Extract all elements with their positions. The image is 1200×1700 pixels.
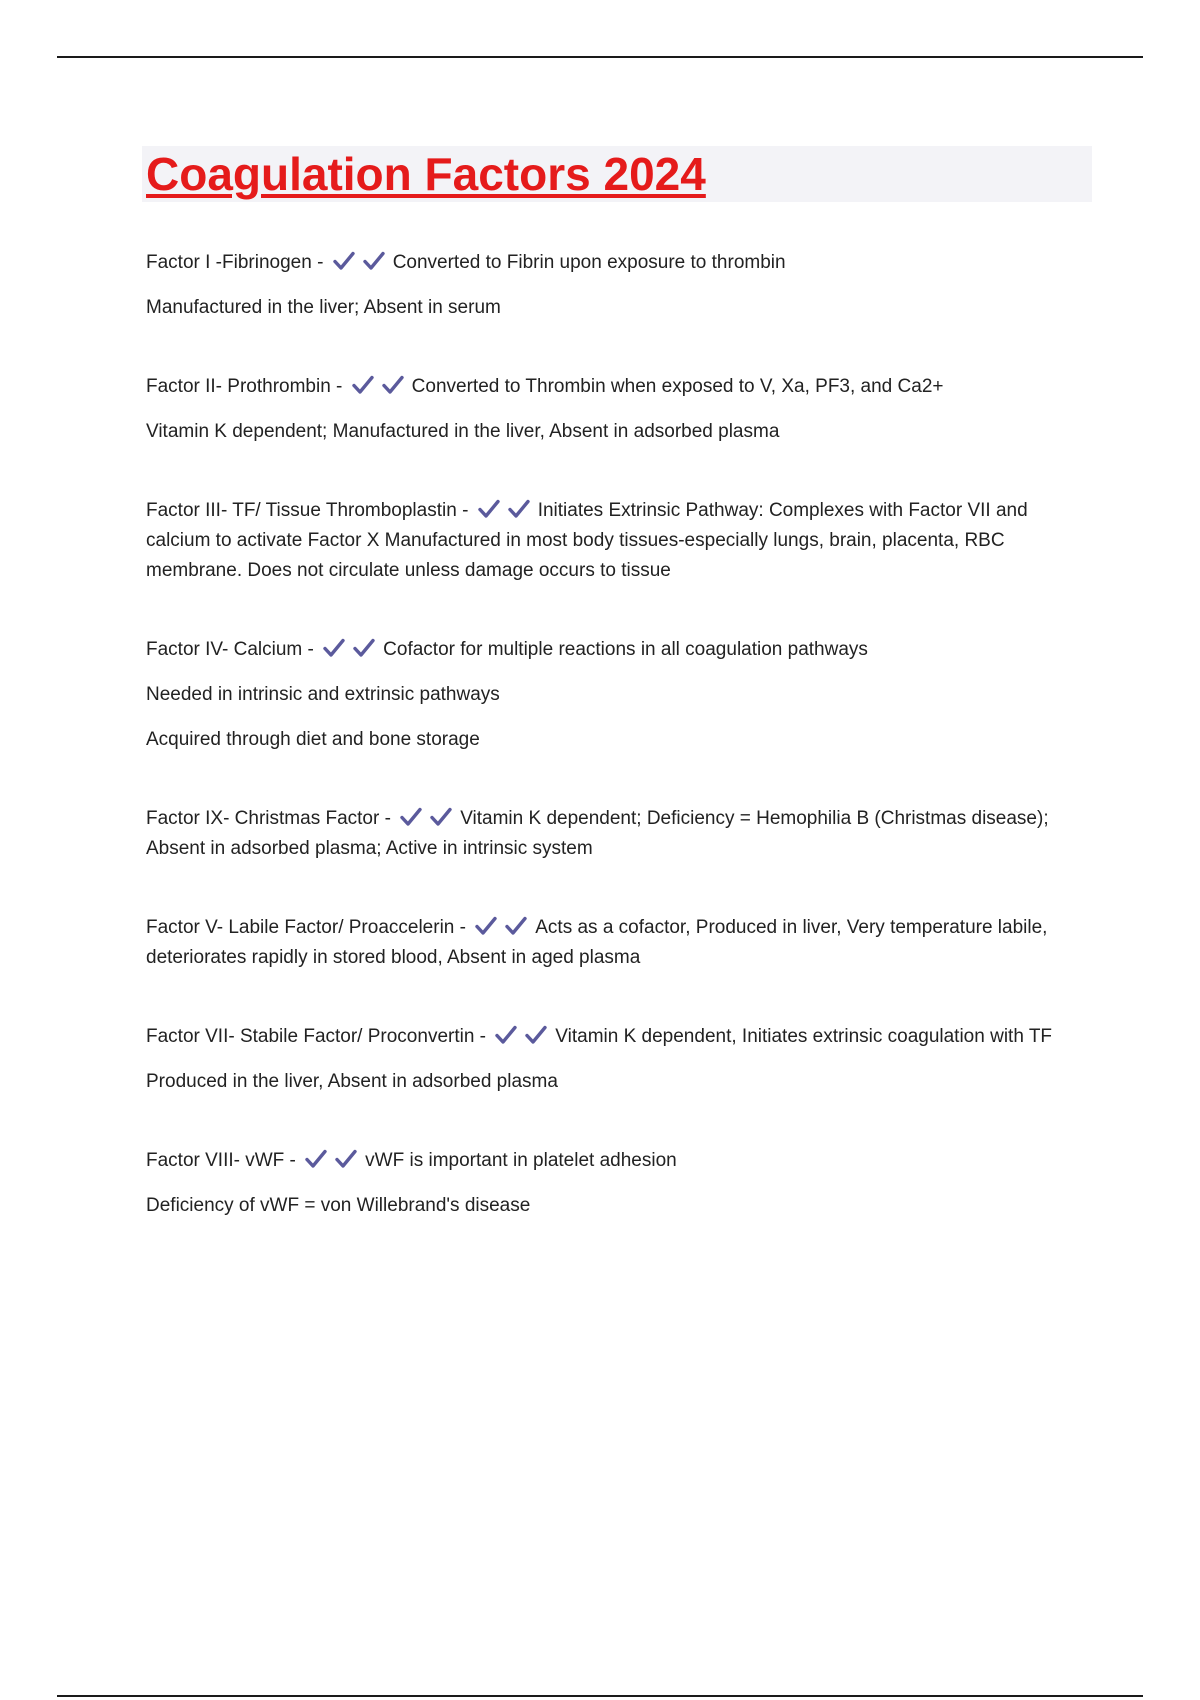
checkmark-icon xyxy=(335,1149,357,1169)
factor-note: Needed in intrinsic and extrinsic pathways xyxy=(146,684,500,705)
flashcard-list xyxy=(146,248,1096,1270)
factor-note: Produced in the liver, Absent in adsorbed plasma xyxy=(146,1071,558,1092)
factor-question xyxy=(146,248,1096,278)
checkmark-icon xyxy=(323,638,345,658)
checkmark-icon xyxy=(475,916,497,936)
checkmark-icon xyxy=(505,916,527,936)
factor-term: Factor V- Labile Factor/ Proaccelerin - xyxy=(146,917,466,938)
factor-entry xyxy=(146,804,1096,864)
factor-entry xyxy=(146,248,1096,323)
factor-question xyxy=(146,913,1096,973)
factor-term: Factor IX- Christmas Factor - xyxy=(146,808,391,829)
top-rule xyxy=(57,56,1143,58)
factor-entry xyxy=(146,913,1096,973)
checkmark-icon xyxy=(525,1025,547,1045)
factor-answer: Converted to Thrombin when exposed to V, Xa, PF3, and Ca2+ xyxy=(411,376,944,397)
factor-question xyxy=(146,496,1096,586)
factor-answer: vWF is important in platelet adhesion xyxy=(365,1150,677,1171)
checkmark-icon xyxy=(382,375,404,395)
factor-answer: Converted to Fibrin upon exposure to thrombin xyxy=(392,252,786,273)
checkmark-icon xyxy=(400,807,422,827)
factor-note: Acquired through diet and bone storage xyxy=(146,729,480,750)
factor-question xyxy=(146,1022,1096,1052)
factor-entry xyxy=(146,635,1096,755)
factor-term: Factor I -Fibrinogen - xyxy=(146,252,324,273)
factor-entry xyxy=(146,496,1096,586)
factor-question xyxy=(146,1146,1096,1176)
checkmark-icon xyxy=(333,251,355,271)
factor-entry xyxy=(146,1022,1096,1097)
factor-term: Factor III- TF/ Tissue Thromboplastin - xyxy=(146,500,469,521)
factor-note: Manufactured in the liver; Absent in serum xyxy=(146,297,501,318)
factor-note: Deficiency of vWF = von Willebrand's disease xyxy=(146,1195,531,1216)
factor-answer: Vitamin K dependent; Deficiency = Hemophilia B (Christmas disease); Absent in adsorbed plasma; Active in intrinsic system xyxy=(146,808,1049,859)
factor-question xyxy=(146,635,1096,665)
checkmark-icon xyxy=(305,1149,327,1169)
factor-entry xyxy=(146,1146,1096,1221)
factor-answer: Vitamin K dependent, Initiates extrinsic coagulation with TF xyxy=(555,1026,1053,1047)
factor-term: Factor II- Prothrombin - xyxy=(146,376,343,397)
page-title: Coagulation Factors 2024 xyxy=(146,148,706,200)
factor-note: Vitamin K dependent; Manufactured in the liver, Absent in adsorbed plasma xyxy=(146,421,780,442)
factor-answer: Initiates Extrinsic Pathway: Complexes with Factor VII and calcium to activate Factor X Manufactured in most body tissues-especially lungs, brain, placenta, RBC membrane. Does not circulate unless damage occurs to tissue xyxy=(146,500,1028,581)
checkmark-icon xyxy=(353,638,375,658)
factor-question xyxy=(146,804,1096,864)
checkmark-icon xyxy=(430,807,452,827)
checkmark-icon xyxy=(363,251,385,271)
factor-answer: Acts as a cofactor, Produced in liver, Very temperature labile, deteriorates rapidly in stored blood, Absent in aged plasma xyxy=(146,917,1048,968)
checkmark-icon xyxy=(495,1025,517,1045)
factor-question xyxy=(146,372,1096,402)
factor-term: Factor VII- Stabile Factor/ Proconvertin - xyxy=(146,1026,487,1047)
factor-term: Factor IV- Calcium - xyxy=(146,639,314,660)
factor-answer: Cofactor for multiple reactions in all coagulation pathways xyxy=(383,639,868,660)
checkmark-icon xyxy=(352,375,374,395)
checkmark-icon xyxy=(478,499,500,519)
factor-entry xyxy=(146,372,1096,447)
factor-term: Factor VIII- vWF - xyxy=(146,1150,296,1171)
checkmark-icon xyxy=(508,499,530,519)
bottom-rule xyxy=(57,1695,1143,1697)
